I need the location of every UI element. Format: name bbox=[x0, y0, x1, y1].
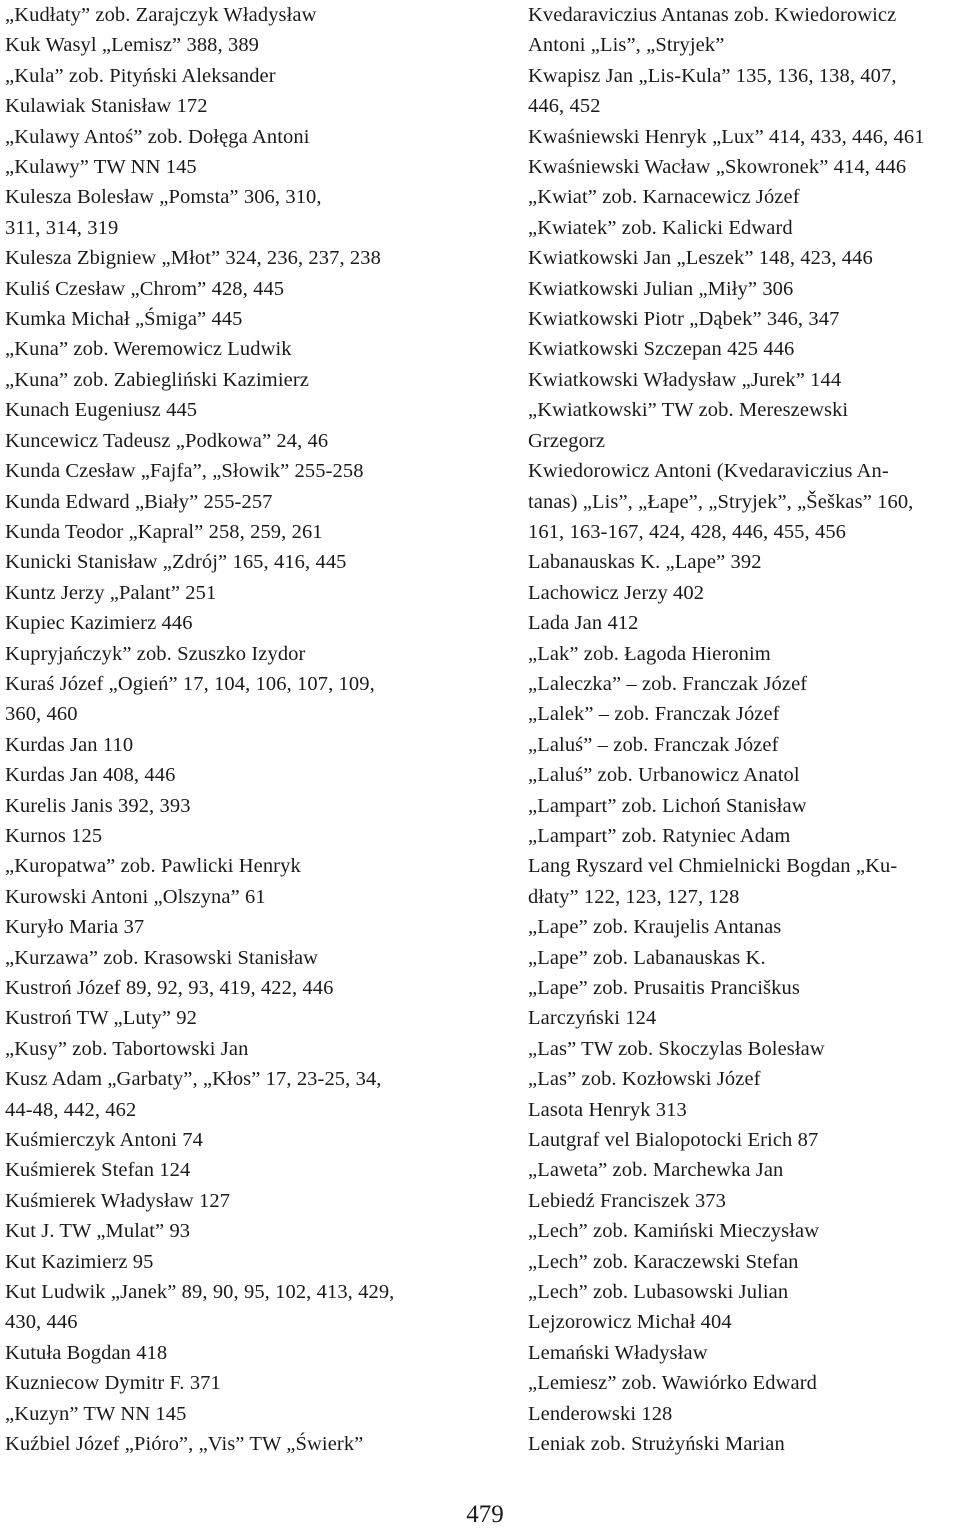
index-entry-line: Larczyński 124 bbox=[528, 1007, 657, 1030]
index-entry-line: Kulawiak Stanisław 172 bbox=[5, 95, 208, 118]
index-entry-line: Kupiec Kazimierz 446 bbox=[5, 612, 193, 635]
index-entry-line: 446, 452 bbox=[528, 95, 601, 118]
index-entry-line: Kut J. TW „Mulat” 93 bbox=[5, 1220, 191, 1243]
index-entry-line: „Kulawy” TW NN 145 bbox=[5, 156, 197, 179]
index-entry-line: „Las” TW zob. Skoczylas Bolesław bbox=[528, 1037, 825, 1060]
index-entry-line: Kurdas Jan 110 bbox=[5, 733, 134, 756]
index-entry-line: „Lech” zob. Kamiński Mieczysław bbox=[528, 1220, 820, 1243]
index-entry-line: Kwiatkowski Piotr „Dąbek” 346, 347 bbox=[528, 308, 840, 331]
index-entry-line: Kuk Wasyl „Lemisz” 388, 389 bbox=[5, 34, 260, 57]
index-entry-line: Grzegorz bbox=[528, 429, 606, 452]
index-entry-line: „Lampart” zob. Ratyniec Adam bbox=[528, 824, 791, 847]
index-entry-line: „Laluś” – zob. Franczak Józef bbox=[528, 733, 779, 756]
index-entry-line: „Lech” zob. Karaczewski Stefan bbox=[528, 1250, 799, 1273]
index-entry-line: Kuzniecow Dymitr F. 371 bbox=[5, 1372, 221, 1395]
index-entry-line: Kurelis Janis 392, 393 bbox=[5, 794, 191, 817]
index-entry-line: Lasota Henryk 313 bbox=[528, 1098, 687, 1121]
index-entry-line: Kulesza Zbigniew „Młot” 324, 236, 237, 238 bbox=[5, 247, 381, 270]
index-entry-line: „Lech” zob. Lubasowski Julian bbox=[528, 1281, 789, 1304]
index-entry-line: dłaty” 122, 123, 127, 128 bbox=[528, 885, 740, 908]
index-entry-line: Kut Kazimierz 95 bbox=[5, 1250, 154, 1273]
index-entry-line: Kuśmierek Stefan 124 bbox=[5, 1159, 191, 1182]
index-entry-line: Kustroń Józef 89, 92, 93, 419, 422, 446 bbox=[5, 977, 334, 999]
index-entry-line: „Las” zob. Kozłowski Józef bbox=[528, 1068, 761, 1091]
index-entry-line: Kuraś Józef „Ogień” 17, 104, 106, 107, 109, bbox=[5, 672, 375, 695]
index-entry-line: „Lape” zob. Prusaitis Pranciškus bbox=[528, 977, 800, 999]
index-entry-line: Kwiedorowicz Antoni (Kvedaraviczius An- bbox=[528, 460, 889, 483]
index-entry-line: Lang Ryszard vel Chmielnicki Bogdan „Ku- bbox=[528, 855, 898, 878]
index-entry-line: Kut Ludwik „Janek” 89, 90, 95, 102, 413, 429, bbox=[5, 1281, 395, 1304]
index-entry-line: Lemański Władysław bbox=[528, 1341, 708, 1364]
index-entry-line: 311, 314, 319 bbox=[5, 216, 119, 239]
index-entry-line: 360, 460 bbox=[5, 703, 78, 726]
index-entry-line: Kwiatkowski Jan „Leszek” 148, 423, 446 bbox=[528, 247, 873, 270]
index-entry-line: Labanauskas K. „Lape” 392 bbox=[528, 551, 762, 574]
index-entry-line: „Lak” zob. Łagoda Hieronim bbox=[528, 642, 771, 665]
index-entry-line: „Kuzyn” TW NN 145 bbox=[5, 1402, 187, 1425]
index-entry-line: Kusz Adam „Garbaty”, „Kłos” 17, 23-25, 34, bbox=[5, 1068, 382, 1091]
index-entry-line: „Kuropatwa” zob. Pawlicki Henryk bbox=[5, 855, 301, 878]
index-entry-line: Kunach Eugeniusz 445 bbox=[5, 399, 198, 422]
index-entry-line: Kuntz Jerzy „Palant” 251 bbox=[5, 581, 217, 604]
index-entry-line: „Kulawy Antoś” zob. Dołęga Antoni bbox=[5, 125, 310, 148]
index-entry-line: tanas) „Lis”, „Łape”, „Stryjek”, „Šeškas” 160, bbox=[528, 490, 914, 513]
page-number: 479 bbox=[466, 1501, 504, 1528]
index-entry-line: Kunda Edward „Biały” 255-257 bbox=[5, 490, 273, 513]
index-column-right bbox=[528, 0, 958, 1460]
index-entry-line: Kuryło Maria 37 bbox=[5, 916, 145, 939]
index-entry-line: Kurowski Antoni „Olszyna” 61 bbox=[5, 885, 266, 908]
index-entry-line: Kwiatkowski Władysław „Jurek” 144 bbox=[528, 368, 842, 391]
index-entry-line: Kupryjańczyk” zob. Szuszko Izydor bbox=[5, 642, 306, 665]
index-entry-line: Kuźbiel Józef „Pióro”, „Vis” TW „Świerk” bbox=[5, 1433, 364, 1456]
index-entry-line: Kurnos 125 bbox=[5, 824, 103, 847]
index-entry-line: Kulesza Bolesław „Pomsta” 306, 310, bbox=[5, 186, 322, 209]
index-entry-line: Kutuła Bogdan 418 bbox=[5, 1341, 168, 1364]
index-entry-line: Lenderowski 128 bbox=[528, 1402, 673, 1425]
index-entry-line: Antoni „Lis”, „Stryjek” bbox=[528, 34, 725, 57]
index-entry-line: „Kwiat” zob. Karnacewicz Józef bbox=[528, 186, 800, 209]
index-entry-line: „Lalek” – zob. Franczak Józef bbox=[528, 703, 780, 726]
index-entry-line: Lejzorowicz Michał 404 bbox=[528, 1311, 732, 1334]
index-entry-line: Leniak zob. Strużyński Marian bbox=[528, 1433, 785, 1456]
index-entry-line: 430, 446 bbox=[5, 1311, 78, 1334]
index-entry-line: Lachowicz Jerzy 402 bbox=[528, 581, 705, 604]
index-entry-line: 44-48, 442, 462 bbox=[5, 1098, 137, 1121]
index-entry-line: Kvedaraviczius Antanas zob. Kwiedorowicz bbox=[528, 4, 897, 26]
index-entry-line: Kunda Teodor „Kapral” 258, 259, 261 bbox=[5, 520, 323, 543]
index-entry-line: Lada Jan 412 bbox=[528, 612, 639, 635]
index-entry-line: „Kurzawa” zob. Krasowski Stanisław bbox=[5, 946, 319, 969]
index-entry-line: „Laleczka” – zob. Franczak Józef bbox=[528, 672, 808, 695]
index-entry-line: Kuśmierek Władysław 127 bbox=[5, 1189, 231, 1212]
index-column-left bbox=[5, 0, 435, 1460]
index-entry-line: „Kudłaty” zob. Zarajczyk Władysław bbox=[5, 4, 317, 26]
index-entry-line: Kuśmierczyk Antoni 74 bbox=[5, 1129, 203, 1152]
index-entry-line: „Kwiatek” zob. Kalicki Edward bbox=[528, 216, 793, 239]
index-entry-line: Kuliś Czesław „Chrom” 428, 445 bbox=[5, 277, 285, 300]
index-entry-line: Kwiatkowski Julian „Miły” 306 bbox=[528, 277, 794, 300]
index-entry-line: Lautgraf vel Bialopotocki Erich 87 bbox=[528, 1129, 819, 1152]
index-entry-line: „Kwiatkowski” TW zob. Mereszewski bbox=[528, 399, 849, 422]
index-entry-line: Kwapisz Jan „Lis-Kula” 135, 136, 138, 407, bbox=[528, 64, 897, 87]
index-entry-line: Kwaśniewski Wacław „Skowronek” 414, 446 bbox=[528, 156, 907, 179]
index-entry-line: „Lape” zob. Kraujelis Antanas bbox=[528, 916, 782, 939]
index-entry-line: „Lemiesz” zob. Wawiórko Edward bbox=[528, 1372, 817, 1395]
index-entry-line: Kustroń TW „Luty” 92 bbox=[5, 1007, 197, 1030]
index-entry-line: „Lampart” zob. Lichoń Stanisław bbox=[528, 794, 807, 817]
index-entry-line: Kwaśniewski Henryk „Lux” 414, 433, 446, 461 bbox=[528, 125, 925, 148]
index-entry-line: „Laweta” zob. Marchewka Jan bbox=[528, 1159, 784, 1182]
index-entry-line: „Kuna” zob. Zabiegliński Kazimierz bbox=[5, 368, 309, 391]
index-entry-line: „Kusy” zob. Tabortowski Jan bbox=[5, 1037, 249, 1060]
index-entry-line: Kunicki Stanisław „Zdrój” 165, 416, 445 bbox=[5, 551, 347, 574]
index-entry-line: Kumka Michał „Śmiga” 445 bbox=[5, 308, 243, 331]
index-entry-line: Kwiatkowski Szczepan 425 446 bbox=[528, 338, 795, 361]
index-entry-line: Kurdas Jan 408, 446 bbox=[5, 764, 176, 787]
index-entry-line: „Laluś” zob. Urbanowicz Anatol bbox=[528, 764, 800, 787]
index-entry-line: Kunda Czesław „Fajfa”, „Słowik” 255-258 bbox=[5, 460, 364, 483]
index-entry-line: „Kuna” zob. Weremowicz Ludwik bbox=[5, 338, 292, 361]
index-entry-line: „Lape” zob. Labanauskas K. bbox=[528, 946, 766, 969]
index-entry-line: Lebiedź Franciszek 373 bbox=[528, 1189, 727, 1212]
index-entry-line: „Kula” zob. Pityński Aleksander bbox=[5, 64, 276, 87]
index-entry-line: 161, 163-167, 424, 428, 446, 455, 456 bbox=[528, 520, 847, 543]
index-entry-line: Kuncewicz Tadeusz „Podkowa” 24, 46 bbox=[5, 429, 329, 452]
